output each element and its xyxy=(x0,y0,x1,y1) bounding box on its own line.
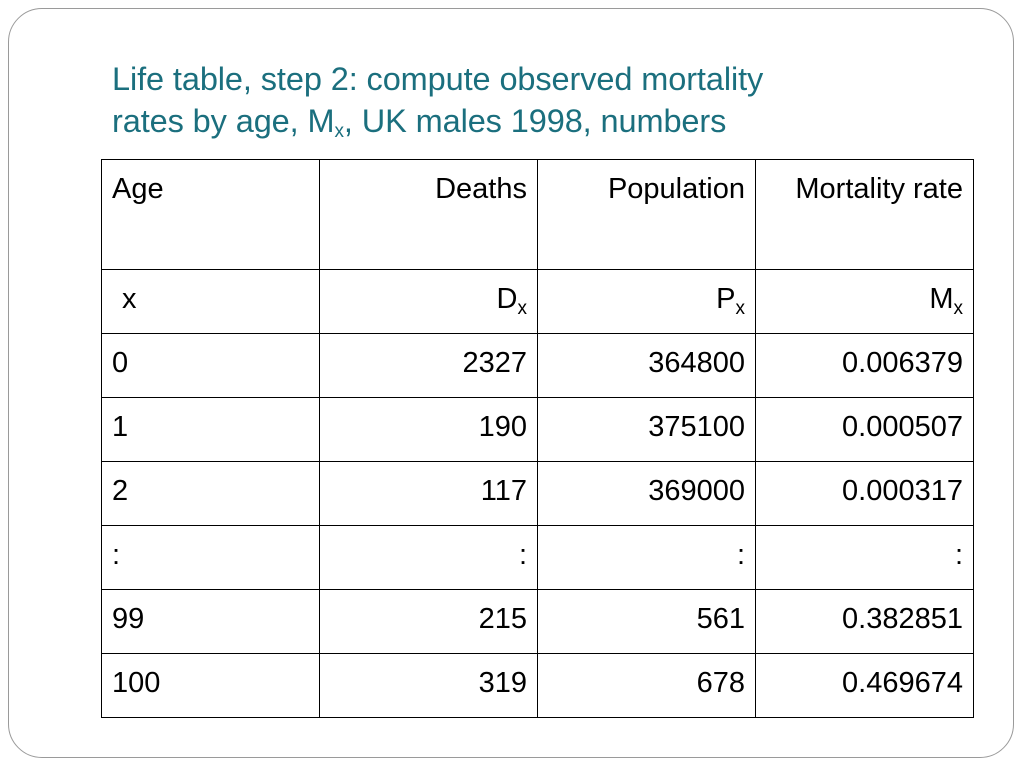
cell-deaths: 319 xyxy=(320,654,538,718)
cell-age: : xyxy=(102,526,320,590)
title-line-2-subscript: x xyxy=(334,121,344,142)
header-cell-population: Population xyxy=(538,160,756,270)
table-row xyxy=(102,654,974,718)
cell-population: 364800 xyxy=(538,334,756,398)
table-row-ellipsis xyxy=(102,526,974,590)
cell-deaths: 190 xyxy=(320,398,538,462)
cell-age: 100 xyxy=(102,654,320,718)
cell-population: 375100 xyxy=(538,398,756,462)
cell-age: 99 xyxy=(102,590,320,654)
title-line-2 xyxy=(112,100,972,142)
symbol-base: M xyxy=(929,283,954,315)
table-row xyxy=(102,590,974,654)
symbol-cell-mortality-rate xyxy=(756,270,974,334)
table-row xyxy=(102,462,974,526)
symbol-cell-deaths xyxy=(320,270,538,334)
cell-mortality-rate: 0.382851 xyxy=(756,590,974,654)
symbol-subscript: x xyxy=(735,298,745,319)
symbol-subscript: x xyxy=(953,298,963,319)
table-header-row xyxy=(102,160,974,270)
cell-mortality-rate: 0.000507 xyxy=(756,398,974,462)
cell-age: 0 xyxy=(102,334,320,398)
title-line-2-post: , UK males 1998, numbers xyxy=(343,103,727,139)
cell-deaths: : xyxy=(320,526,538,590)
cell-deaths: 215 xyxy=(320,590,538,654)
cell-mortality-rate: 0.469674 xyxy=(756,654,974,718)
symbol-subscript: x xyxy=(517,298,527,319)
cell-deaths: 117 xyxy=(320,462,538,526)
cell-age: 1 xyxy=(102,398,320,462)
table-row xyxy=(102,398,974,462)
symbol-cell-population xyxy=(538,270,756,334)
cell-mortality-rate: 0.000317 xyxy=(756,462,974,526)
symbol-base: x xyxy=(122,283,137,315)
symbol-cell-age xyxy=(102,270,320,334)
header-cell-mortality-rate: Mortality rate xyxy=(756,160,974,270)
cell-population: 369000 xyxy=(538,462,756,526)
title-line-1: Life table, step 2: compute observed mortality xyxy=(112,61,764,97)
cell-population: 678 xyxy=(538,654,756,718)
cell-population: 561 xyxy=(538,590,756,654)
title-line-2-pre: rates by age, M xyxy=(112,103,335,139)
symbol-base: P xyxy=(716,283,736,315)
cell-age: 2 xyxy=(102,462,320,526)
slide-title xyxy=(112,58,972,142)
symbol-base: D xyxy=(496,283,518,315)
table-row xyxy=(102,334,974,398)
header-cell-deaths: Deaths xyxy=(320,160,538,270)
cell-mortality-rate: 0.006379 xyxy=(756,334,974,398)
cell-deaths: 2327 xyxy=(320,334,538,398)
life-table xyxy=(101,159,974,718)
table-symbol-row xyxy=(102,270,974,334)
header-cell-age: Age xyxy=(102,160,320,270)
cell-population: : xyxy=(538,526,756,590)
cell-mortality-rate: : xyxy=(756,526,974,590)
